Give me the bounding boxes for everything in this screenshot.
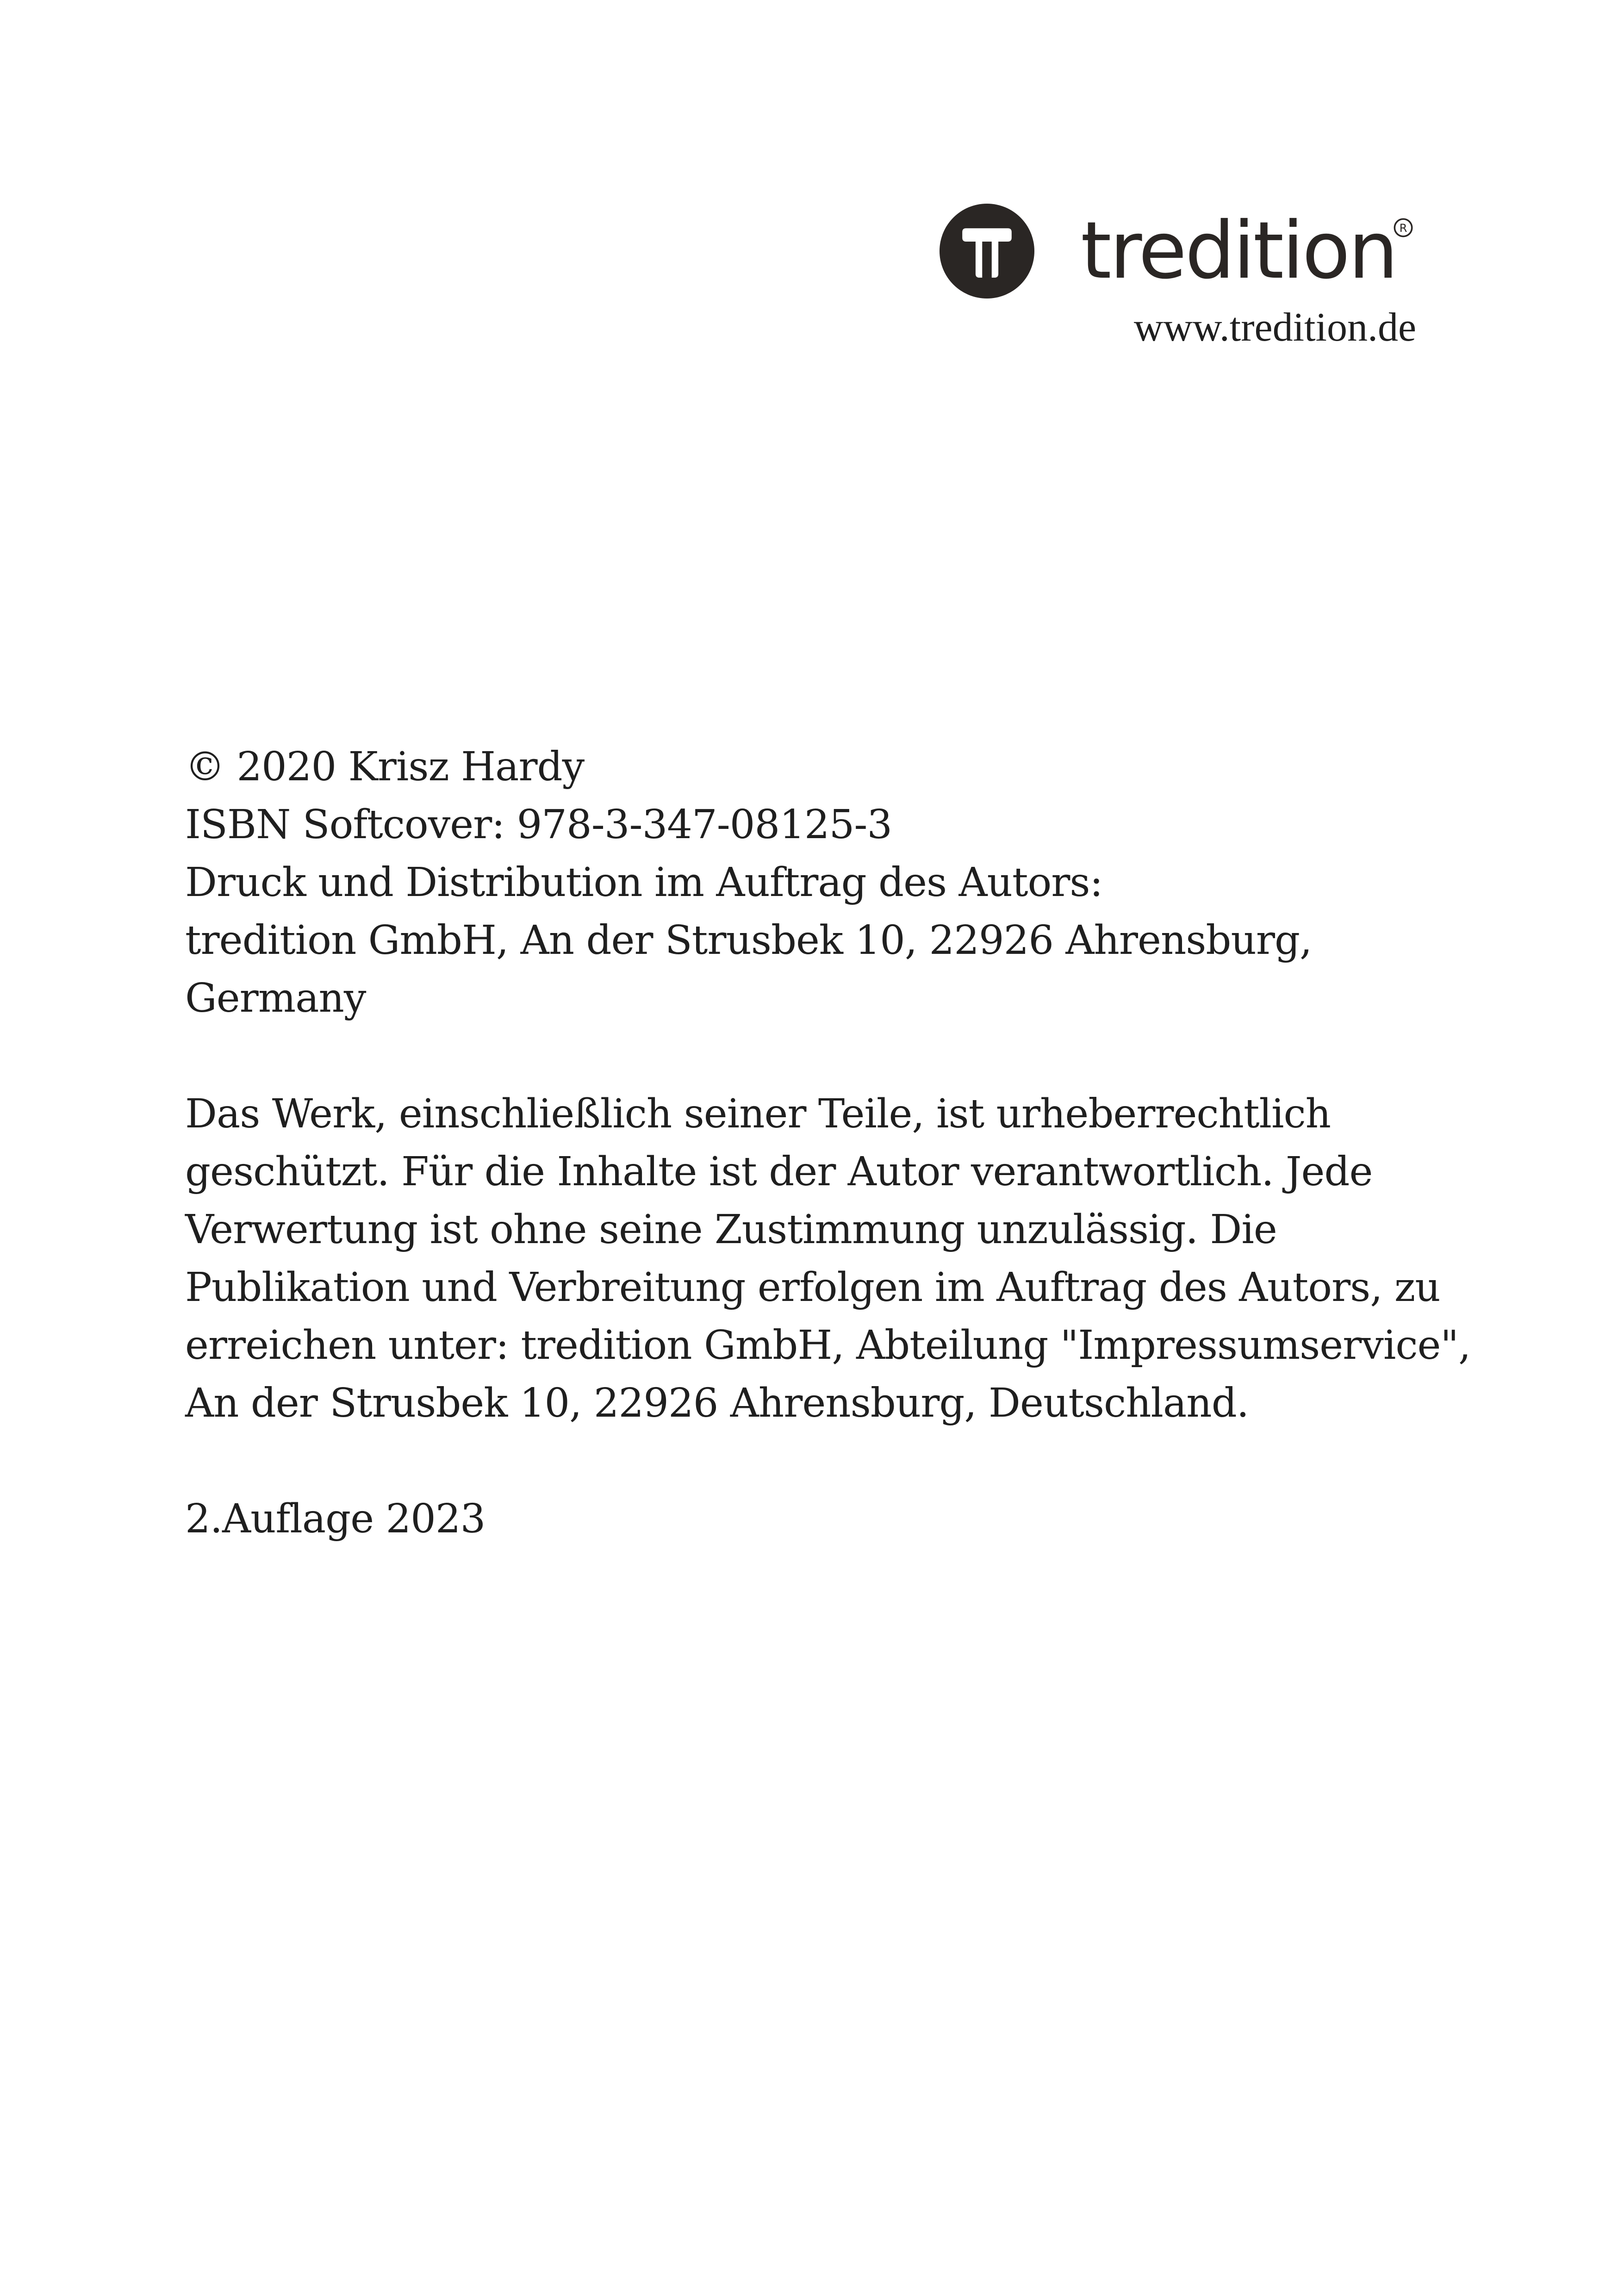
legal-line: Publikation und Verbreitung erfolgen im Auftrag des Autors, zu xyxy=(185,1264,1440,1311)
tredition-logo-icon xyxy=(940,204,1034,299)
imprint-block xyxy=(185,738,1481,1027)
logo-wordmark: tredition xyxy=(1081,205,1397,297)
edition-line: 2.Auflage 2023 xyxy=(185,1496,485,1542)
legal-line: erreichen unter: tredition GmbH, Abteilung "Impressumservice", xyxy=(185,1322,1471,1369)
country-line: Germany xyxy=(185,975,366,1021)
copyright-line: © 2020 Krisz Hardy xyxy=(185,744,585,790)
legal-line: Verwertung ist ohne seine Zustimmung unzulässig. Die xyxy=(185,1207,1277,1253)
registered-trademark-icon xyxy=(1393,218,1413,238)
publisher-logo xyxy=(940,204,1416,356)
edition-block xyxy=(185,1490,1481,1548)
distribution-line: Druck und Distribution im Auftrag des Autors: xyxy=(185,859,1103,906)
legal-line: Das Werk, einschließlich seiner Teile, ist urheberrechtlich xyxy=(185,1091,1331,1137)
svg-text:R: R xyxy=(1399,221,1407,235)
legal-notice xyxy=(185,1085,1481,1432)
legal-line: geschützt. Für die Inhalte ist der Autor verantwortlich. Jede xyxy=(185,1149,1373,1195)
publisher-url[interactable]: www.tredition.de xyxy=(1133,305,1416,350)
address-line: tredition GmbH, An der Strusbek 10, 22926 Ahrensburg, xyxy=(185,917,1312,964)
legal-line: An der Strusbek 10, 22926 Ahrensburg, Deutschland. xyxy=(185,1380,1249,1426)
isbn-line: ISBN Softcover: 978-3-347-08125-3 xyxy=(185,802,892,848)
imprint-content xyxy=(185,738,1481,1548)
